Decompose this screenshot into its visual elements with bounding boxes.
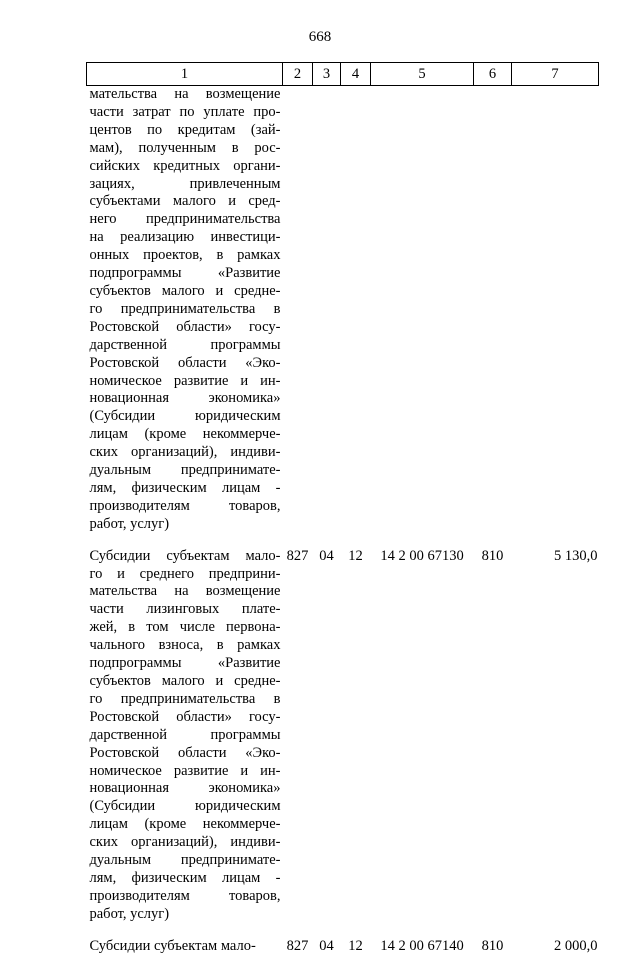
- row-section-code: 04: [319, 547, 334, 564]
- budget-table: [86, 62, 599, 970]
- row-target-code: 14 2 00 67130: [380, 547, 464, 564]
- description-line: жей, в том числе первона-: [89, 619, 281, 636]
- description-line: субъектами малого и сред-: [89, 193, 281, 210]
- column-header-4: 4: [341, 63, 371, 86]
- description-line: на реализацию инвестици-: [89, 229, 281, 246]
- description-line: го предпринимательства в: [89, 300, 281, 317]
- description-line: мам), полученным в рос-: [89, 139, 281, 156]
- description-line: зациях, привлеченным: [89, 175, 281, 192]
- description-line: го и среднего предприни-: [89, 565, 281, 582]
- description-line: дарственной программы: [89, 726, 281, 743]
- description-line: Ростовской области «Эко-: [89, 354, 281, 371]
- description-line: работ, услуг): [89, 905, 170, 922]
- row-target-code: 14 2 00 67140: [380, 937, 464, 954]
- description-line: сийских кредитных органи-: [89, 157, 281, 174]
- description-line: дарственной программы: [89, 336, 281, 353]
- row-amount: [512, 86, 599, 548]
- row-expense-type-code: [474, 86, 512, 548]
- table-row: [87, 86, 599, 548]
- row-section-code: [313, 86, 341, 548]
- description-line: дуальным предпринимате-: [89, 462, 281, 479]
- description-line: Ростовской области» госу-: [89, 318, 281, 335]
- row-expense-type-code: 810: [481, 547, 504, 564]
- description-line: подпрограммы «Развитие: [89, 655, 281, 672]
- column-header-6: 6: [474, 63, 512, 86]
- description-line: лям, физическим лицам -: [89, 479, 281, 496]
- row-ministry-code: 827: [286, 547, 309, 564]
- row-subsection-code: [341, 86, 371, 548]
- description-line: (Субсидии юридическим: [89, 798, 281, 815]
- description-line: онных проектов, в рамках: [89, 247, 281, 264]
- description-line: номическое развитие и ин-: [89, 372, 281, 389]
- description-line: новационная экономика»: [89, 780, 281, 797]
- row-subsection-code: 12: [348, 547, 363, 564]
- description-line: ских организаций), индиви-: [89, 444, 281, 461]
- column-header-3: 3: [313, 63, 341, 86]
- row-section-code: 04: [319, 937, 334, 954]
- table-row: [87, 548, 599, 938]
- row-expense-type-code: 810: [481, 937, 504, 954]
- row-target-code: [371, 86, 474, 548]
- table-header-row: [87, 63, 599, 86]
- row-subsection-code: 12: [348, 937, 363, 954]
- description-line: производителям товаров,: [89, 497, 281, 514]
- row-description: [87, 86, 283, 548]
- description-line: ских организаций), индиви-: [89, 834, 281, 851]
- description-line: субъектов малого и средне-: [89, 673, 281, 689]
- description-line: лицам (кроме некоммерче-: [89, 816, 281, 833]
- description-line: центов по кредитам (зай-: [89, 121, 281, 138]
- row-amount: 2 000,0: [554, 937, 598, 954]
- description-line: Субсидии субъектам мало-: [89, 937, 256, 954]
- description-line: части затрат по уплате про-: [89, 103, 281, 120]
- description-line: дуальным предпринимате-: [89, 852, 281, 869]
- description-line: лицам (кроме некоммерче-: [89, 426, 281, 443]
- description-line: Ростовской области» госу-: [89, 708, 281, 725]
- description-line: производителям товаров,: [89, 887, 281, 904]
- description-line: Ростовской области «Эко-: [89, 744, 281, 761]
- row-amount: 5 130,0: [554, 547, 598, 564]
- description-line: мательства на возмещение: [89, 86, 281, 102]
- description-line: (Субсидии юридическим: [89, 408, 281, 425]
- row-description: [87, 548, 283, 938]
- description-line: него предпринимательства: [89, 211, 281, 228]
- description-line: го предпринимательства в: [89, 690, 281, 707]
- row-ministry-code: 827: [286, 937, 309, 954]
- column-header-7: 7: [512, 63, 599, 86]
- column-header-5: 5: [371, 63, 474, 86]
- description-line: лям, физическим лицам -: [89, 869, 281, 886]
- page-number: 668: [308, 29, 332, 45]
- row-ministry-code: [283, 86, 313, 548]
- description-line: номическое развитие и ин-: [89, 762, 281, 779]
- description-line: чального взноса, в рамках: [89, 637, 281, 654]
- description-line: новационная экономика»: [89, 390, 281, 407]
- column-header-2: 2: [283, 63, 313, 86]
- description-line: Субсидии субъектам мало-: [89, 547, 281, 564]
- description-line: работ, услуг): [89, 515, 170, 532]
- description-line: части лизинговых плате-: [89, 601, 281, 618]
- description-line: субъектов малого и средне-: [89, 282, 281, 299]
- description-line: мательства на возмещение: [89, 583, 281, 600]
- description-line: подпрограммы «Развитие: [89, 265, 281, 282]
- column-header-1: 1: [87, 63, 283, 86]
- row-description: [87, 938, 283, 970]
- table-row: [87, 938, 599, 970]
